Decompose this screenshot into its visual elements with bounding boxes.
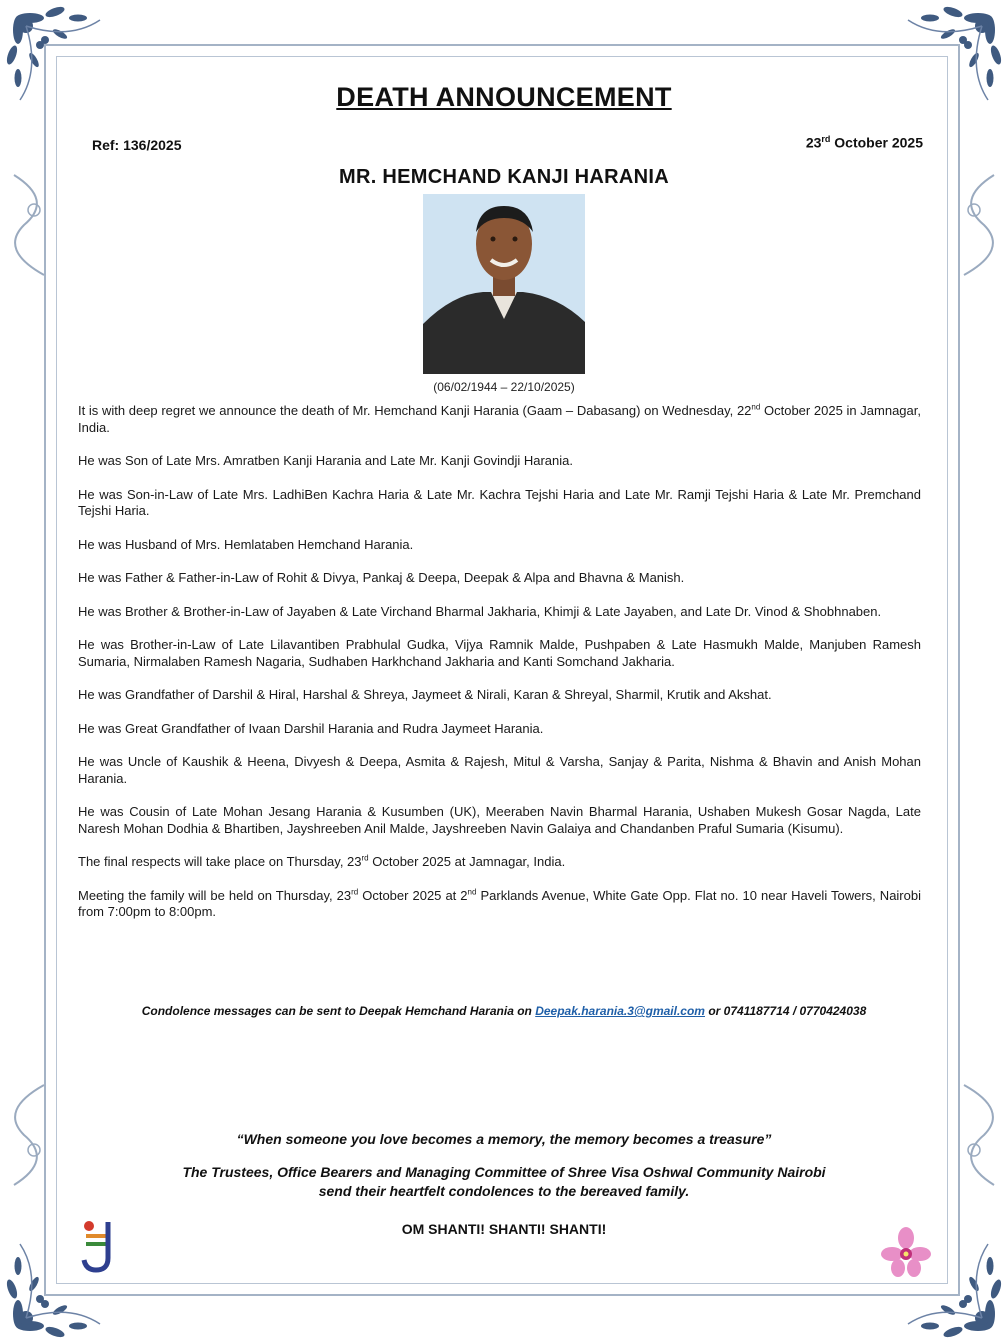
community-logo-icon: [80, 1218, 120, 1274]
life-dates: (06/02/1944 – 22/10/2025): [433, 380, 575, 394]
paragraph-husband: He was Husband of Mrs. Hemlataben Hemchand Harania.: [78, 536, 414, 552]
memorial-quote: “When someone you love becomes a memory, the memory becomes a treasure”: [236, 1131, 772, 1147]
paragraph-final-respects: The final respects will take place on Thursday, 23rd October 2025 at Jamnagar, India.: [78, 853, 566, 869]
paragraph-great-grandfather: He was Great Grandfather of Ivaan Darshil Harania and Rudra Jaymeet Harania.: [78, 720, 544, 736]
portrait-photo: [423, 194, 585, 374]
orchid-flower-icon: [880, 1226, 932, 1278]
paragraph-cousin: He was Cousin of Late Mohan Jesang Harania & Kusumben (UK), Meeraben Navin Bharmal Harania, Ushaben Mukesh Gosar Nagda, Late Naresh Mohan Dodhia & Bhartiben, Jayshreeben Anil Malde, Jayshreeben Navin Galaiya and Chandanben Praful Sumaria (Kisumu).: [78, 804, 921, 836]
paragraph-grandfather: He was Grandfather of Darshil & Hiral, Harshal & Shreya, Jaymeet & Nirali, Karan & Shreyal, Sharmil, Krutik and Akshat.: [78, 687, 772, 702]
om-shanti-text: OM SHANTI! SHANTI! SHANTI!: [401, 1221, 607, 1237]
page-title: DEATH ANNOUNCEMENT: [336, 82, 672, 112]
paragraph-son-in-law: He was Son-in-Law of Late Mrs. LadhiBen Kachra Haria & Late Mr. Kachra Tejshi Haria and Late Mr. Ramji Tejshi Haria & Late Mr. Premchand Tejshi Haria.: [78, 486, 921, 518]
paragraph-death: It is with deep regret we announce the death of Mr. Hemchand Kanji Harania (Gaam – Dabasang) on Wednesday, 22nd October 2025 in Jamnagar, India.: [78, 402, 921, 435]
paragraph-brother: He was Brother & Brother-in-Law of Jayaben & Late Virchand Bharmal Jakharia, Khimji & Late Jayaben, and Late Dr. Vinod & Shobhnaben.: [78, 603, 882, 619]
announcement-body: [78, 403, 921, 938]
deceased-name: MR. HEMCHAND KANJI HARANIA: [338, 166, 670, 188]
condolence-contact: Condolence messages can be sent to Deepak Hemchand Harania on Deepak.harania.3@gmail.com or 0741187714 / 0770424038: [141, 1004, 867, 1018]
paragraph-brother-in-law: He was Brother-in-Law of Late Lilavantiben Prabhulal Gudka, Vijya Ramnik Malde, Pushpaben & Late Hasmukh Malde, Manjuben Ramesh Sumaria, Nirmalaben Ramesh Nagaria, Sudhaben Harkhchand Jakharia and Kanti Somchand Jakharia.: [78, 637, 921, 669]
email-link[interactable]: Deepak.harania.3@gmail.com: [535, 1004, 705, 1018]
announcement-date: 23rd October 2025: [805, 134, 923, 151]
paragraph-uncle: He was Uncle of Kaushik & Heena, Divyesh & Deepa, Asmita & Rajesh, Mitul & Varsha, Sanjay & Parita, Nishma & Bhavin and Anish Mohan Harania.: [78, 754, 921, 786]
paragraph-son: He was Son of Late Mrs. Amratben Kanji Harania and Late Mr. Kanji Govindji Harania.: [78, 453, 573, 468]
trustees-message: The Trustees, Office Bearers and Managing Committee of Shree Visa Oshwal Community Nairobi send their heartfelt condolences to the bereaved family.: [182, 1164, 826, 1199]
reference-number: Ref: 136/2025: [92, 137, 182, 153]
paragraph-meeting: Meeting the family will be held on Thursday, 23rd October 2025 at 2nd Parklands Avenue, White Gate Opp. Flat no. 10 near Haveli Towers, Nairobi from 7:00pm to 8:00pm.: [78, 887, 921, 919]
paragraph-father: He was Father & Father-in-Law of Rohit & Divya, Pankaj & Deepa, Deepak & Alpa and Bhavna & Manish.: [78, 570, 685, 585]
